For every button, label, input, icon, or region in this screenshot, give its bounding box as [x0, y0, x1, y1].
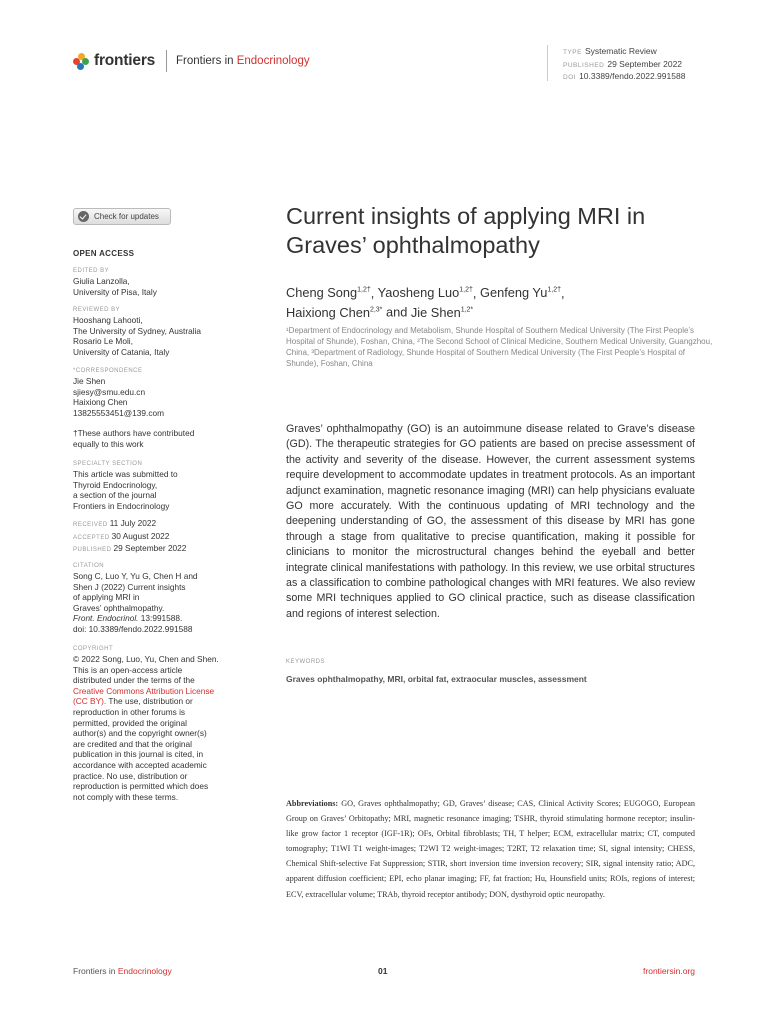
published-date: [563, 60, 682, 70]
affiliations: ¹Department of Endocrinology and Metabolism, Shunde Hospital of Southern Medical University (The First People’s Hospital of Shunde), Foshan, China, ²The Second School of Clinical Medicine, Southern Medical University, Guangzhou, China, ³Department of Radiology, Shunde Hospital of Southern Medical University (The First People’s Hospital of Shunde), Foshan, China: [286, 326, 713, 368]
keywords: Graves ophthalmopathy, MRI, orbital fat, extraocular muscles, assessment: [286, 674, 587, 684]
editor-line: University of Pisa, Italy: [73, 286, 157, 297]
doi[interactable]: [563, 72, 685, 82]
footer-site-link[interactable]: frontiersin.org: [643, 966, 695, 976]
author-name: Haixiong Chen: [286, 304, 370, 320]
copyright-line: accordance with accepted academic: [73, 759, 207, 770]
citation-section: [73, 562, 233, 635]
author-name: Jie Shen: [410, 304, 461, 320]
published-value-sidebar: 29 September 2022: [113, 543, 187, 554]
frontiers-logo[interactable]: [73, 52, 155, 70]
published-value: 29 September 2022: [607, 59, 683, 69]
copyright-line: distributed under the terms of the: [73, 675, 195, 686]
author-separator: ,: [561, 285, 565, 301]
reviewer-line: University of Catania, Italy: [73, 346, 170, 357]
copyright-line: publication in this journal is cited, in: [73, 749, 204, 760]
correspondence-email[interactable]: 13825553451@139.com: [73, 407, 165, 418]
citation-line: Song C, Luo Y, Yu G, Chen H and: [73, 571, 198, 581]
citation-journal-line: [73, 613, 233, 624]
doi-value: 10.3389/fendo.2022.991588: [579, 71, 686, 81]
copyright-line: reproduction in other forums is: [73, 706, 186, 717]
license-link-cont[interactable]: (CC BY).: [73, 696, 107, 707]
correspondence-section: [73, 367, 233, 418]
correspondence-label: *CORRESPONDENCE: [73, 368, 143, 374]
footer-journal-prefix: Frontiers in: [73, 966, 118, 976]
header-divider: [166, 50, 167, 72]
author-name: Cheng Song: [286, 285, 358, 301]
license-line: [73, 696, 233, 707]
open-access-label: OPEN ACCESS: [73, 249, 135, 258]
copyright-line: permitted, provided the original: [73, 717, 187, 728]
correspondence-line: Haixiong Chen: [73, 397, 128, 408]
reviewer-line: The University of Sydney, Australia: [73, 325, 202, 336]
copyright-line: practice. No use, distribution or: [73, 770, 188, 781]
page-number: 01: [378, 966, 388, 976]
copyright-section: [73, 645, 233, 802]
author-name: Genfeng Yu: [480, 285, 548, 301]
author-separator: ,: [370, 285, 378, 301]
check-for-updates-button[interactable]: [73, 208, 171, 225]
abstract: Graves’ ophthalmopathy (GO) is an autoimmune disease related to Grave’s disease (GD). The therapeutic strategies for GO patients are based on precise assessment of the activity and severity of the disease. However, the current assessment systems require development to accommodate updates in treatment protocols. As an important adjunct examination, magnetic resonance imaging (MRI) can help physicians evaluate GO more accurately. With the continuous updating of MRI technology and the deepening understanding of GO, the assessment of this disease by MRI has gone through a stage from qualitative to precise quantification, making it possible for clinicians to monitor the microstructural changes behind the eyeball and better integrate clinical manifestations with pathology. In this review, we use orbital structures as a classification to combine pathological changes with MRI features. We also review some MRI techniques applied to GO clinical practice, such as disease classification and regions of interest selection.: [286, 423, 695, 620]
editor-line: Giulia Lanzolla,: [73, 276, 130, 286]
footer-journal-subject: Endocrinology: [117, 966, 172, 976]
reviewer-line: Hooshang Lahooti,: [73, 315, 143, 325]
journal-name[interactable]: [176, 55, 310, 67]
copyright-line: reproduction is permitted which does: [73, 781, 209, 792]
brand-name: frontiers: [94, 52, 156, 69]
accepted-label: ACCEPTED: [73, 534, 110, 541]
specialty-line: Thyroid Endocrinology,: [73, 479, 158, 490]
citation-line: Shen J (2022) Current insights: [73, 581, 186, 592]
author[interactable]: [286, 305, 382, 320]
footer-journal[interactable]: [73, 966, 172, 976]
specialty-label: SPECIALTY SECTION: [73, 461, 143, 467]
author-affiliation-marker: 1,2†: [547, 287, 562, 294]
article-type: [563, 47, 657, 57]
copyright-line: not comply with these terms.: [73, 791, 179, 802]
published-date-sidebar: [73, 543, 233, 556]
reviewed-by-label: REVIEWED BY: [73, 307, 121, 313]
check-updates-icon: [78, 211, 89, 222]
journal-subject: Endocrinology: [236, 55, 310, 67]
note-line: †These authors have contributed: [73, 428, 195, 438]
frontiers-logo-icon: [73, 53, 90, 70]
dates-section: [73, 518, 233, 556]
citation-doi[interactable]: doi: 10.3389/fendo.2022.991588: [73, 623, 193, 634]
citation-label: CITATION: [73, 563, 105, 569]
author-affiliation-marker: 1,2†: [357, 287, 371, 294]
author-affiliation-marker: 1,2†: [459, 287, 473, 294]
author-affiliation-marker: 1,2*: [460, 306, 474, 314]
abbreviations-label: Abbreviations:: [286, 799, 339, 808]
license-link[interactable]: Creative Commons Attribution License: [73, 685, 215, 696]
reviewed-by-section: [73, 306, 233, 357]
correspondence-line: Jie Shen: [73, 376, 106, 386]
abbreviations-text: GO, Graves ophthalmopathy; GD, Graves’ disease; CAS, Clinical Activity Scores; EUGOGO, European Group on Graves’ Orbitopathy; MRI, magnetic resonance imaging; TSHR, thyroid stimulating hormone receptor; insulin-like grow factor 1 receptor (IGF-1R); OFs, Orbital fibroblasts; TH, T helper; ECM, extracellular matrix; CT, computed tomography; T1WI T1 weight-images; T2WI T2 weight-images; T2RT, T2 relaxation time; SI, signal intensity; CHESS, Chemical Shift-selective Fat Suppression; STIR, short inversion time inversion recovery; SIR, signal intensity ratio; ADC, apparent diffusion coefficient; EPI, echo planar imaging; FF, fat fraction; Hu, Hounsfield units; ROIs, regions of interest; ECV, extracellular volume; TRAb, thyroid receptor antibody; DON, dysthyroid optic neuropathy.: [286, 799, 695, 899]
edited-by-section: [73, 267, 233, 297]
specialty-section: [73, 460, 233, 511]
equal-contribution-note: [73, 428, 233, 449]
accepted-date: [73, 531, 233, 544]
specialty-line: This article was submitted to: [73, 469, 178, 479]
license-tail: The use, distribution or: [106, 696, 193, 707]
copyright-line: are credited and that the original: [73, 738, 193, 749]
author-affiliation-marker: 2,3*: [369, 306, 383, 314]
type-label: TYPE: [563, 49, 582, 56]
citation-volume: 13:991588.: [138, 613, 183, 624]
doi-label: DOI: [563, 74, 577, 81]
author[interactable]: [411, 305, 473, 320]
copyright-line: © 2022 Song, Luo, Yu, Chen and Shen.: [73, 654, 219, 664]
accepted-value: 30 August 2022: [111, 530, 170, 541]
abbreviations: [286, 796, 695, 902]
meta-divider: [547, 45, 548, 81]
copyright-line: author(s) and the copyright owner(s): [73, 728, 207, 739]
type-value: Systematic Review: [584, 46, 657, 56]
copyright-line: This is an open-access article: [73, 664, 183, 675]
correspondence-email[interactable]: sjiesy@smu.edu.cn: [73, 386, 146, 397]
author-separator: and: [382, 304, 411, 320]
published-label: PUBLISHED: [563, 62, 605, 69]
author-name: Yaosheng Luo: [377, 285, 460, 301]
edited-by-label: EDITED BY: [73, 268, 110, 274]
citation-journal: Front. Endocrinol.: [73, 613, 139, 624]
specialty-line: Frontiers in Endocrinology: [73, 500, 170, 511]
check-updates-label: Check for updates: [94, 212, 159, 221]
article-title: Current insights of applying MRI in Graves’ ophthalmopathy: [286, 203, 646, 258]
author-list: [286, 282, 706, 321]
published-label-sidebar: PUBLISHED: [73, 547, 112, 554]
citation-line: Graves’ ophthalmopathy.: [73, 602, 165, 613]
author-separator: ,: [472, 285, 481, 301]
journal-prefix: Frontiers in: [176, 55, 237, 67]
author[interactable]: [286, 285, 371, 300]
received-label: RECEIVED: [73, 522, 108, 528]
keywords-label: KEYWORDS: [286, 659, 326, 665]
author[interactable]: [480, 285, 561, 300]
citation-line: of applying MRI in: [73, 592, 140, 603]
author[interactable]: [378, 285, 473, 300]
received-date: [73, 518, 233, 531]
reviewer-line: Rosario Le Moli,: [73, 336, 133, 347]
received-value: 11 July 2022: [109, 518, 157, 528]
note-line: equally to this work: [73, 438, 144, 449]
specialty-line: a section of the journal: [73, 490, 157, 501]
copyright-label: COPYRIGHT: [73, 646, 114, 652]
